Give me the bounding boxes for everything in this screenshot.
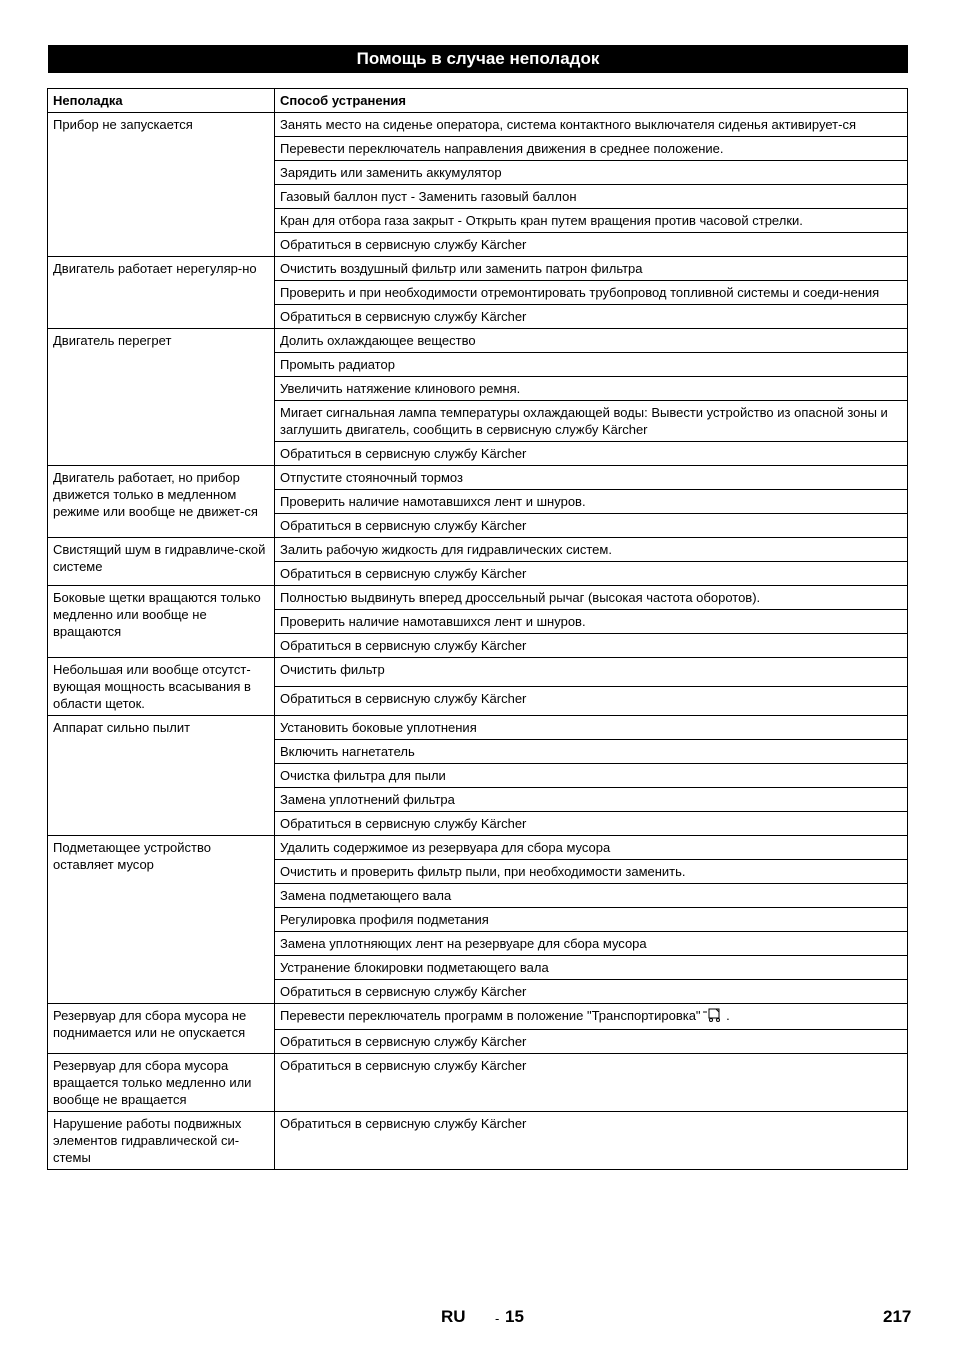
table-header-row: [48, 89, 908, 113]
remedy-text: Кран для отбора газа закрыт - Открыть кран путем вращения против часовой стрелки.: [280, 213, 803, 228]
problem-cell: Свистящий шум в гидравличе-ской системе: [48, 538, 275, 586]
footer-language: RU: [441, 1307, 466, 1326]
remedy-cell: [275, 377, 908, 401]
problem-cell: Резервуар для сбора мусора вращается только медленно или вообще не вращается: [48, 1054, 275, 1112]
remedy-text: Обратиться в сервисную службу Kärcher: [280, 518, 527, 533]
problem-cell: Прибор не запускается: [48, 113, 275, 257]
remedy-text: Устранение блокировки подметающего вала: [280, 960, 549, 975]
problem-cell: Боковые щетки вращаются только медленно или вообще не вращаются: [48, 586, 275, 658]
remedy-cell: [275, 466, 908, 490]
problem-cell: Двигатель перегрет: [48, 329, 275, 466]
header-problem: Неполадка: [48, 89, 275, 113]
remedy-cell: [275, 610, 908, 634]
remedy-cell: [275, 932, 908, 956]
remedy-cell: [275, 113, 908, 137]
remedy-cell: [275, 764, 908, 788]
remedy-text: Отпустите стояночный тормоз: [280, 470, 463, 485]
remedy-cell: [275, 233, 908, 257]
remedy-text: Очистить фильтр: [280, 662, 385, 677]
remedy-cell: [275, 514, 908, 538]
remedy-cell: [275, 908, 908, 932]
remedy-text: Обратиться в сервисную службу Kärcher: [280, 309, 527, 324]
header-remedy: Способ устранения: [275, 89, 908, 113]
remedy-text: Регулировка профиля подметания: [280, 912, 489, 927]
troubleshooting-table: [47, 88, 908, 1170]
remedy-text: Проверить наличие намотавшихся лент и шнуров.: [280, 494, 586, 509]
remedy-cell: [275, 490, 908, 514]
table-body: [48, 113, 908, 1170]
table-row: [48, 716, 908, 740]
remedy-text: Занять место на сиденье оператора, система контактного выключателя сиденья активирует-ся: [280, 117, 856, 132]
remedy-cell: [275, 687, 908, 716]
remedy-cell: [275, 586, 908, 610]
table-row: [48, 836, 908, 860]
problem-cell: Аппарат сильно пылит: [48, 716, 275, 836]
remedy-cell: [275, 884, 908, 908]
remedy-text: Замена уплотнений фильтра: [280, 792, 455, 807]
footer-page-number: 217: [883, 1307, 912, 1326]
remedy-text: Залить рабочую жидкость для гидравлических систем.: [280, 542, 612, 557]
remedy-cell: [275, 860, 908, 884]
remedy-text: Увеличить натяжение клинового ремня.: [280, 381, 521, 396]
remedy-text: Перевести переключатель направления движения в среднее положение.: [280, 141, 724, 156]
remedy-text: Мигает сигнальная лампа температуры охлаждающей воды: Вывести устройство из опасной зоны и заглушить двигатель, сообщить в сервисную службу Kärcher: [280, 405, 888, 437]
remedy-text: Обратиться в сервисную службу Kärcher: [280, 1034, 527, 1049]
remedy-cell: [275, 161, 908, 185]
remedy-text: Долить охлаждающее вещество: [280, 333, 476, 348]
remedy-cell: [275, 836, 908, 860]
remedy-text: Очистка фильтра для пыли: [280, 768, 446, 783]
problem-cell: Подметающее устройство оставляет мусор: [48, 836, 275, 1004]
remedy-cell: [275, 281, 908, 305]
remedy-cell: [275, 401, 908, 442]
remedy-text: Обратиться в сервисную службу Kärcher: [280, 638, 527, 653]
remedy-text: Обратиться в сервисную службу Kärcher: [280, 984, 527, 999]
footer-dash: -: [495, 1311, 500, 1326]
table-row: [48, 586, 908, 610]
remedy-text: Замена уплотняющих лент на резервуаре для сбора мусора: [280, 936, 647, 951]
remedy-cell: [275, 716, 908, 740]
remedy-text: Замена подметающего вала: [280, 888, 452, 903]
remedy-text: Обратиться в сервисную службу Kärcher: [280, 691, 527, 706]
problem-cell: Резервуар для сбора мусора не поднимается или не опускается: [48, 1004, 275, 1054]
remedy-text: Газовый баллон пуст - Заменить газовый баллон: [280, 189, 577, 204]
remedy-text: Включить нагнетатель: [280, 744, 415, 759]
table-row: [48, 1054, 908, 1112]
transport-mode-icon: [702, 1008, 722, 1026]
remedy-cell: [275, 209, 908, 233]
remedy-cell: [275, 1112, 908, 1170]
remedy-cell: [275, 1030, 908, 1054]
table-row: [48, 329, 908, 353]
remedy-text: Проверить наличие намотавшихся лент и шнуров.: [280, 614, 586, 629]
remedy-text: Удалить содержимое из резервуара для сбора мусора: [280, 840, 611, 855]
table-row: [48, 257, 908, 281]
remedy-cell: [275, 329, 908, 353]
problem-cell: Двигатель работает, но прибор движется только в медленном режиме или вообще не движет-ся: [48, 466, 275, 538]
remedy-text: Установить боковые уплотнения: [280, 720, 477, 735]
remedy-text: Обратиться в сервисную службу Kärcher: [280, 816, 527, 831]
remedy-cell: [275, 137, 908, 161]
remedy-text: Проверить и при необходимости отремонтировать трубопровод топливной системы и соеди-нения: [280, 285, 880, 300]
remedy-text: Промыть радиатор: [280, 357, 395, 372]
remedy-cell: [275, 442, 908, 466]
problem-cell: Нарушение работы подвижных элементов гидравлической си-стемы: [48, 1112, 275, 1170]
remedy-cell: [275, 658, 908, 687]
remedy-text: Зарядить или заменить аккумулятор: [280, 165, 502, 180]
remedy-cell: Перевести переключатель программ в положение "Транспортировка" .: [275, 1004, 908, 1030]
remedy-cell: [275, 1054, 908, 1112]
remedy-cell: [275, 305, 908, 329]
remedy-cell: [275, 980, 908, 1004]
problem-cell: Двигатель работает нерегуляр-но: [48, 257, 275, 329]
remedy-cell: [275, 257, 908, 281]
remedy-text: Обратиться в сервисную службу Kärcher: [280, 446, 527, 461]
table-row: [48, 658, 908, 687]
footer-section-page: 15: [505, 1307, 524, 1326]
table-row: [48, 538, 908, 562]
remedy-text: Обратиться в сервисную службу Kärcher: [280, 566, 527, 581]
table-row: [48, 113, 908, 137]
remedy-cell: [275, 185, 908, 209]
remedy-text: Обратиться в сервисную службу Kärcher: [280, 237, 527, 252]
remedy-text: Обратиться в сервисную службу Kärcher: [280, 1058, 527, 1073]
remedy-text: Очистить и проверить фильтр пыли, при необходимости заменить.: [280, 864, 686, 879]
remedy-text: Очистить воздушный фильтр или заменить патрон фильтра: [280, 261, 643, 276]
remedy-cell: [275, 956, 908, 980]
remedy-text: Обратиться в сервисную службу Kärcher: [280, 1116, 527, 1131]
table-row: [48, 1004, 908, 1030]
remedy-cell: [275, 353, 908, 377]
remedy-cell: [275, 634, 908, 658]
remedy-text: Полностью выдвинуть вперед дроссельный рычаг (высокая частота оборотов).: [280, 590, 761, 605]
table-row: [48, 466, 908, 490]
remedy-cell: [275, 740, 908, 764]
remedy-text: Перевести переключатель программ в положение "Транспортировка": [280, 1008, 701, 1023]
remedy-cell: [275, 538, 908, 562]
remedy-cell: [275, 812, 908, 836]
page-title: Помощь в случае неполадок: [48, 45, 908, 73]
remedy-cell: [275, 562, 908, 586]
table-row: [48, 1112, 908, 1170]
problem-cell: Небольшая или вообще отсутст-вующая мощность всасывания в области щеток.: [48, 658, 275, 716]
remedy-cell: [275, 788, 908, 812]
